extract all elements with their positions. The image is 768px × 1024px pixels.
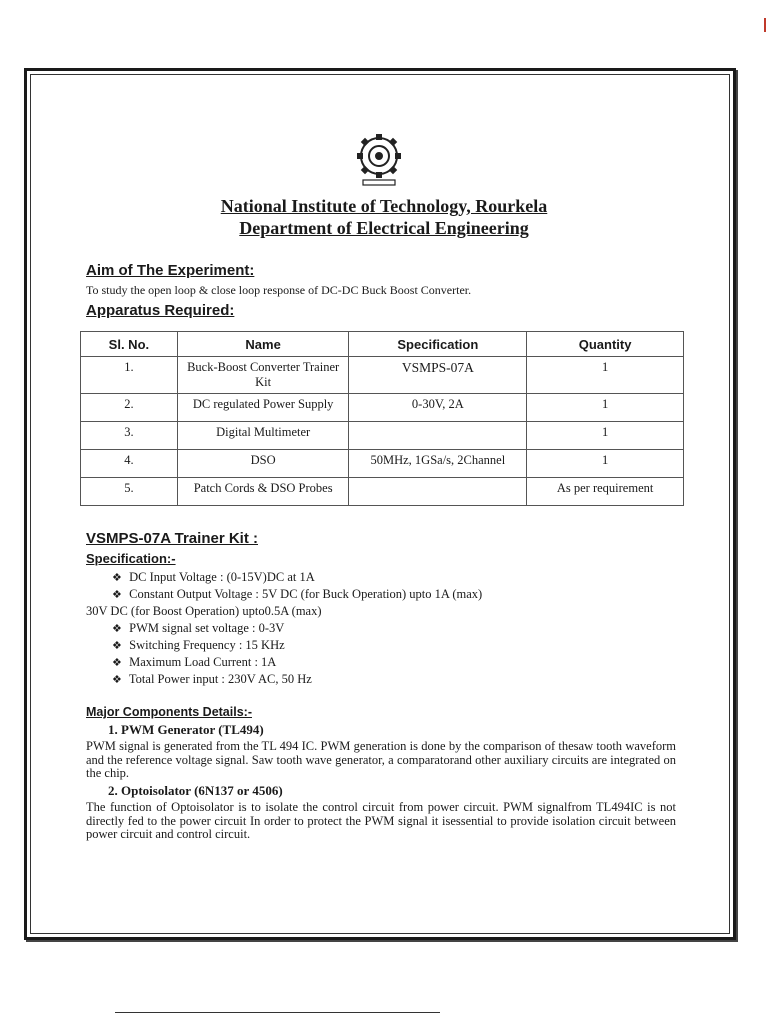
diamond-bullet-icon: ❖ [112,623,122,635]
cell-qty: 1 [527,450,684,478]
spec-bullet [112,621,284,636]
spec-bullet [112,587,482,602]
spec-text: Switching Frequency : 15 KHz [129,638,285,652]
cell-qty: 1 [527,394,684,422]
table-row [81,394,684,422]
spec-continuation: 30V DC (for Boost Operation) upto0.5A (max) [86,604,322,618]
cell-name: DC regulated Power Supply [177,394,349,422]
cell-sl: 1. [81,357,178,394]
table-row [81,450,684,478]
table-row [81,422,684,450]
spec-text: Maximum Load Current : 1A [129,655,277,669]
spec-text: DC Input Voltage : (0-15V)DC at 1A [129,570,315,584]
component-description: PWM signal is generated from the TL 494 IC. PWM generation is done by the comparison of thesaw tooth waveform and the reference voltage signal. Saw tooth wave generator, a comparatorand other auxiliary circuits are integrated on the chip. [86,739,676,780]
cell-sl: 5. [81,478,178,506]
cell-spec [349,478,527,506]
column-header: Quantity [527,332,684,357]
department-title: Department of Electrical Engineering [239,218,529,238]
diamond-bullet-icon: ❖ [112,589,122,601]
column-header: Specification [349,332,527,357]
apparatus-heading: Apparatus Required: [86,302,235,319]
diamond-bullet-icon: ❖ [112,657,122,669]
component-title: 1. PWM Generator (TL494) [108,722,264,737]
cell-spec: 0-30V, 2A [349,394,527,422]
spec-text: Constant Output Voltage : 5V DC (for Buck Operation) upto 1A (max) [129,587,483,601]
cell-name: DSO [177,450,349,478]
column-header: Name [177,332,349,357]
table-row [81,478,684,506]
spec-bullet [112,655,276,670]
cell-qty: As per requirement [527,478,684,506]
spec-bullet [112,570,315,585]
cell-sl: 4. [81,450,178,478]
spec-text: Total Power input : 230V AC, 50 Hz [128,672,312,686]
margin-mark [764,18,766,32]
aim-heading: Aim of The Experiment: [86,262,255,279]
diamond-bullet-icon: ❖ [112,674,122,686]
cell-qty: 1 [527,422,684,450]
spec-bullet [112,638,285,653]
cell-name: Buck-Boost Converter Trainer Kit [177,357,349,394]
table-row [81,357,684,394]
spec-text: PWM signal set voltage : 0-3V [129,621,285,635]
cell-qty: 1 [527,357,684,394]
cell-name: Digital Multimeter [177,422,349,450]
apparatus-table [80,331,684,506]
cell-spec: 50MHz, 1GSa/s, 2Channel [349,450,527,478]
diamond-bullet-icon: ❖ [112,572,122,584]
components-heading: Major Components Details:- [86,705,252,719]
aim-text: To study the open loop & close loop response of DC-DC Buck Boost Converter. [86,283,472,297]
diamond-bullet-icon: ❖ [112,640,122,652]
component-title: 2. Optoisolator (6N137 or 4506) [108,783,283,798]
cell-sl: 3. [81,422,178,450]
component-description: The function of Optoisolator is to isolate the control circuit from power circuit. PWM signalfrom TL494IC is not directly fed to the power circuit In order to protect the PWM signal it isessential to provide isolation circuit between power circuit and control circuit. [86,800,676,841]
kit-heading: VSMPS-07A Trainer Kit : [86,530,258,547]
specification-heading: Specification:- [86,551,176,566]
institute-title: National Institute of Technology, Rourkela [220,196,548,216]
cell-spec [349,422,527,450]
table-header-row [81,332,684,357]
cell-spec: VSMPS-07A [349,357,527,394]
cell-name: Patch Cords & DSO Probes [177,478,349,506]
column-header: Sl. No. [81,332,178,357]
cell-sl: 2. [81,394,178,422]
spec-bullet [112,672,312,687]
institute-logo-icon [349,128,409,188]
footer-divider [115,1012,440,1013]
